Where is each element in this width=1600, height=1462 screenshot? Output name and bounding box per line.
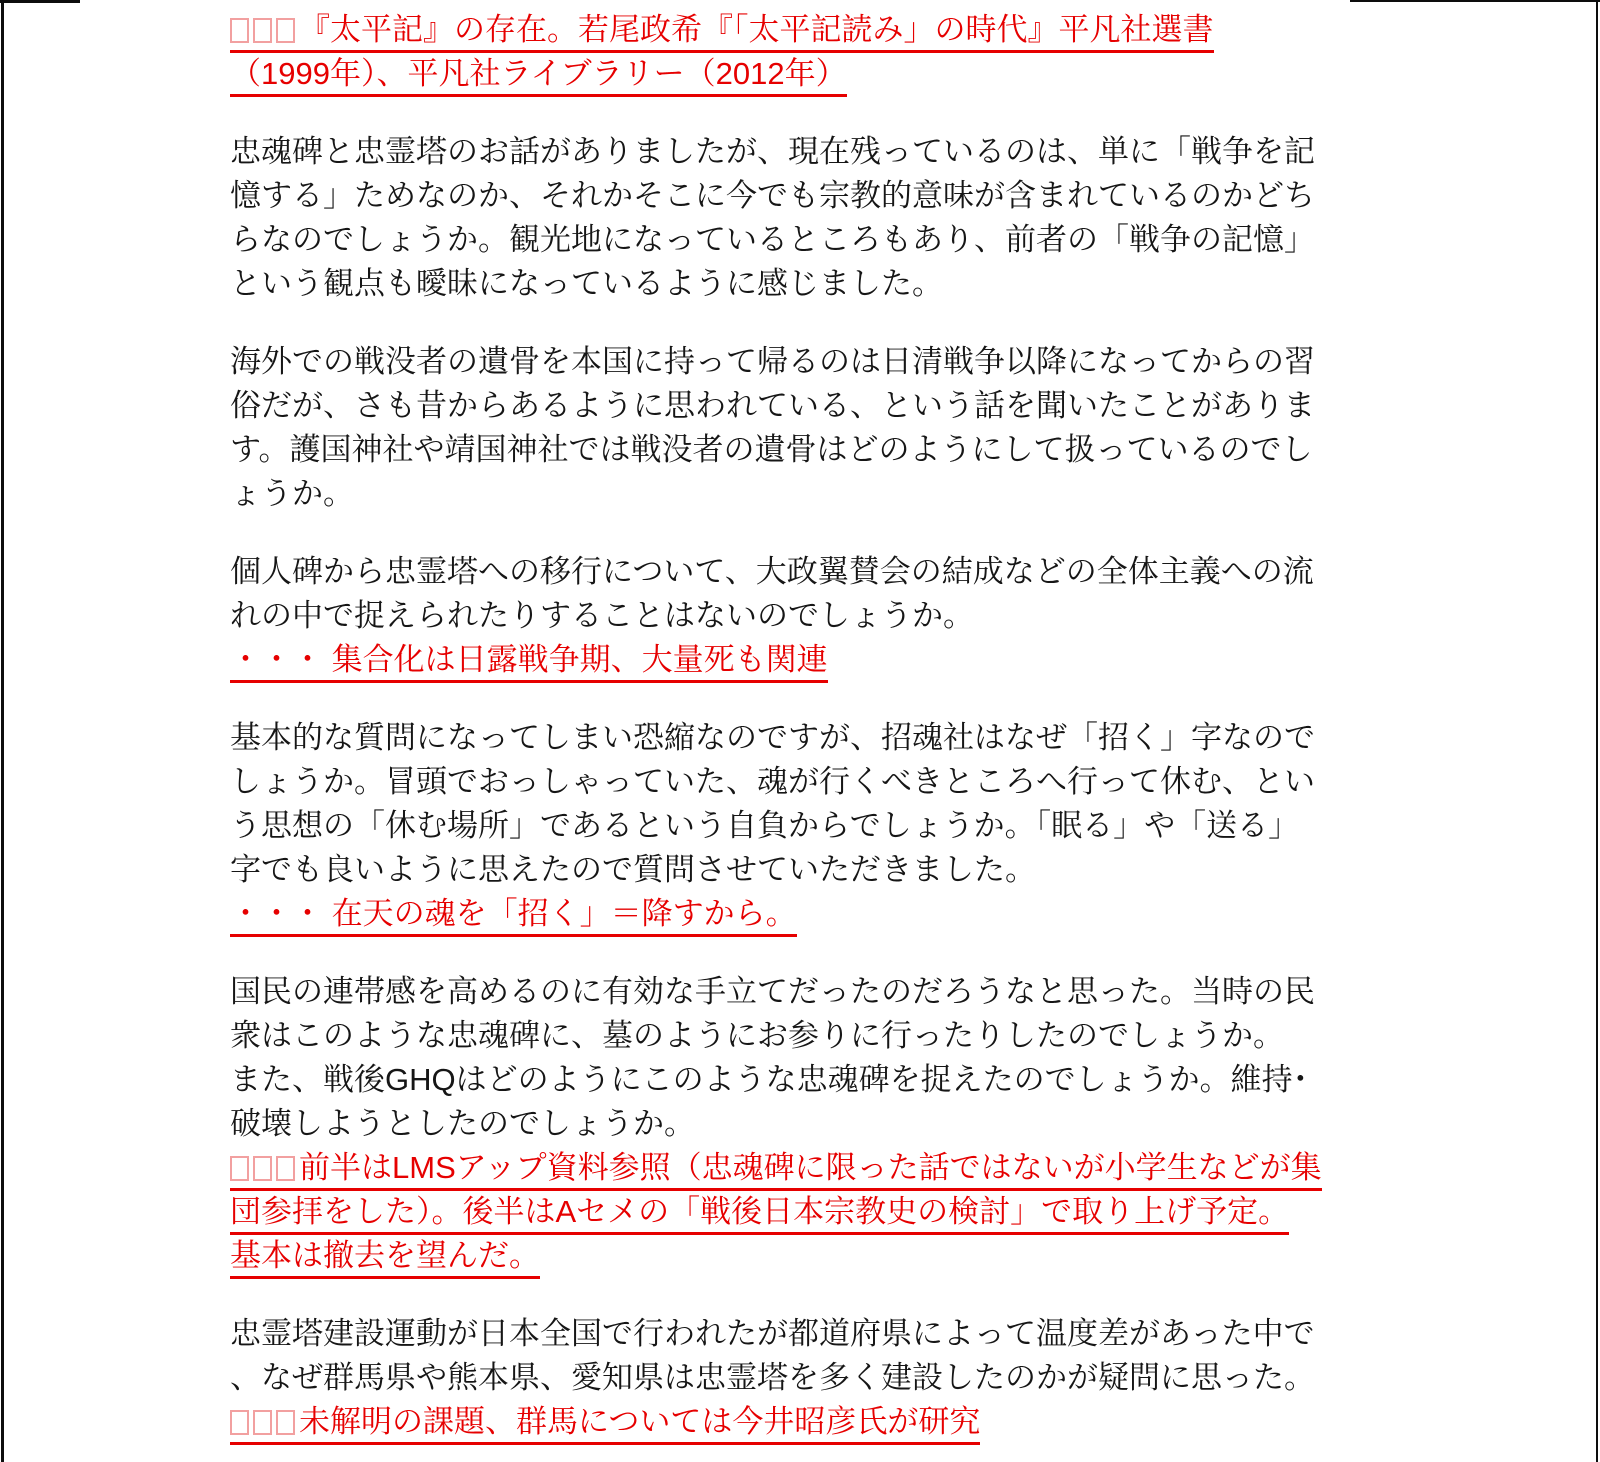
answer-line [230, 52, 1365, 96]
answer-text: （1999年）、平凡社ライブラリー（2012年） [230, 56, 847, 91]
qa-group [230, 340, 1365, 516]
answer-line [230, 1190, 1365, 1234]
question-line: ょうか。 [230, 476, 354, 511]
qa-group [230, 716, 1365, 936]
question-line: 破壊しようとしたのでしょうか。 [230, 1106, 695, 1141]
missing-glyph-box [253, 1156, 272, 1181]
page-frame-left [1, 0, 4, 1462]
qa-group [230, 970, 1365, 1278]
question-line: 憶する」ためなのか、それかそこに今でも宗教的意味が含まれているのかどち [230, 178, 1315, 213]
question-line: 国民の連帯感を高めるのに有効な手立てだったのだろうなと思った。当時の民 [230, 974, 1315, 1009]
document-body [230, 8, 1365, 1462]
answer-underline [230, 1238, 540, 1279]
question-line: 、なぜ群馬県や熊本県、愛知県は忠霊塔を多く建設したのかが疑問に思った。 [230, 1360, 1315, 1395]
missing-glyph-box [253, 18, 272, 43]
missing-glyph-box [230, 1410, 249, 1435]
missing-glyph-box [253, 1410, 272, 1435]
answer-text: 『太平記』の存在。若尾政希『「太平記読み」の時代』平凡社選書 [299, 12, 1214, 47]
question-line: 忠霊塔建設運動が日本全国で行われたが都道府県によって温度差があった中で [230, 1316, 1315, 1351]
question-line: らなのでしょうか。観光地になっているところもあり、前者の「戦争の記憶」 [230, 222, 1315, 257]
answer-text: 未解明の課題、群馬については今井昭彦氏が研究 [299, 1404, 981, 1439]
question-line: れの中で捉えられたりすることはないのでしょうか。 [230, 598, 974, 633]
answer-text: 前半はLMSアップ資料参照（忠魂碑に限った話ではないが小学生などが集 [299, 1150, 1322, 1185]
qa-group [230, 1312, 1365, 1444]
question-line: す。護国神社や靖国神社では戦没者の遺骨はどのようにして扱っているのでし [230, 432, 1313, 467]
answer-underline [230, 12, 1214, 53]
page-frame-right [1596, 0, 1598, 1462]
page-frame-top-right [1350, 0, 1600, 2]
question-line: う思想の「休む場所」であるという自負からでしょうか。「眠る」や「送る」 [230, 808, 1300, 843]
missing-glyph-box [276, 1156, 295, 1181]
qa-group [230, 8, 1365, 96]
answer-line [230, 8, 1365, 52]
answer-underline [230, 1150, 1322, 1191]
page-frame-top-left [0, 0, 80, 3]
question-line: 衆はこのような忠魂碑に、墓のようにお参りに行ったりしたのでしょうか。 [230, 1018, 1284, 1053]
question-line: 忠魂碑と忠霊塔のお話がありましたが、現在残っているのは、単に「戦争を記 [230, 134, 1315, 169]
answer-line [230, 638, 1365, 682]
answer-text: ・・・ 集合化は日露戦争期、大量死も関連 [230, 642, 828, 677]
answer-underline [230, 642, 828, 683]
question-line: また、戦後GHQはどのようにこのような忠魂碑を捉えたのでしょうか。維持･ [230, 1062, 1309, 1097]
answer-text: 基本は撤去を望んだ。 [230, 1238, 540, 1273]
answer-underline [230, 1404, 980, 1445]
answer-underline [230, 56, 847, 97]
answer-line [230, 1400, 1365, 1444]
missing-glyph-box [276, 18, 295, 43]
answer-line [230, 892, 1365, 936]
qa-group [230, 130, 1365, 306]
question-line: 基本的な質問になってしまい恐縮なのですが、招魂社はなぜ「招く」字なので [230, 720, 1315, 755]
answer-text: ・・・ 在天の魂を「招く」＝降すから。 [230, 896, 797, 931]
missing-glyph-box [230, 18, 249, 43]
answer-line [230, 1146, 1365, 1190]
answer-text: 団参拝をした）。後半はAセメの「戦後日本宗教史の検討」で取り上げ予定。 [230, 1194, 1290, 1229]
answer-line [230, 1234, 1365, 1278]
question-line: という観点も曖昧になっているように感じました。 [230, 266, 943, 301]
answer-underline [230, 896, 797, 937]
question-line: 俗だが、さも昔からあるように思われている、という話を聞いたことがありま [230, 388, 1315, 423]
answer-underline [230, 1194, 1289, 1235]
question-line: 海外での戦没者の遺骨を本国に持って帰るのは日清戦争以降になってからの習 [230, 344, 1315, 379]
question-line: 個人碑から忠霊塔への移行について、大政翼賛会の結成などの全体主義への流 [230, 554, 1314, 589]
question-line: しょうか。冒頭でおっしゃっていた、魂が行くべきところへ行って休む、とい [230, 764, 1315, 799]
missing-glyph-box [276, 1410, 295, 1435]
qa-group [230, 550, 1365, 682]
question-line: 字でも良いように思えたので質問させていただきました。 [230, 852, 1036, 887]
missing-glyph-box [230, 1156, 249, 1181]
